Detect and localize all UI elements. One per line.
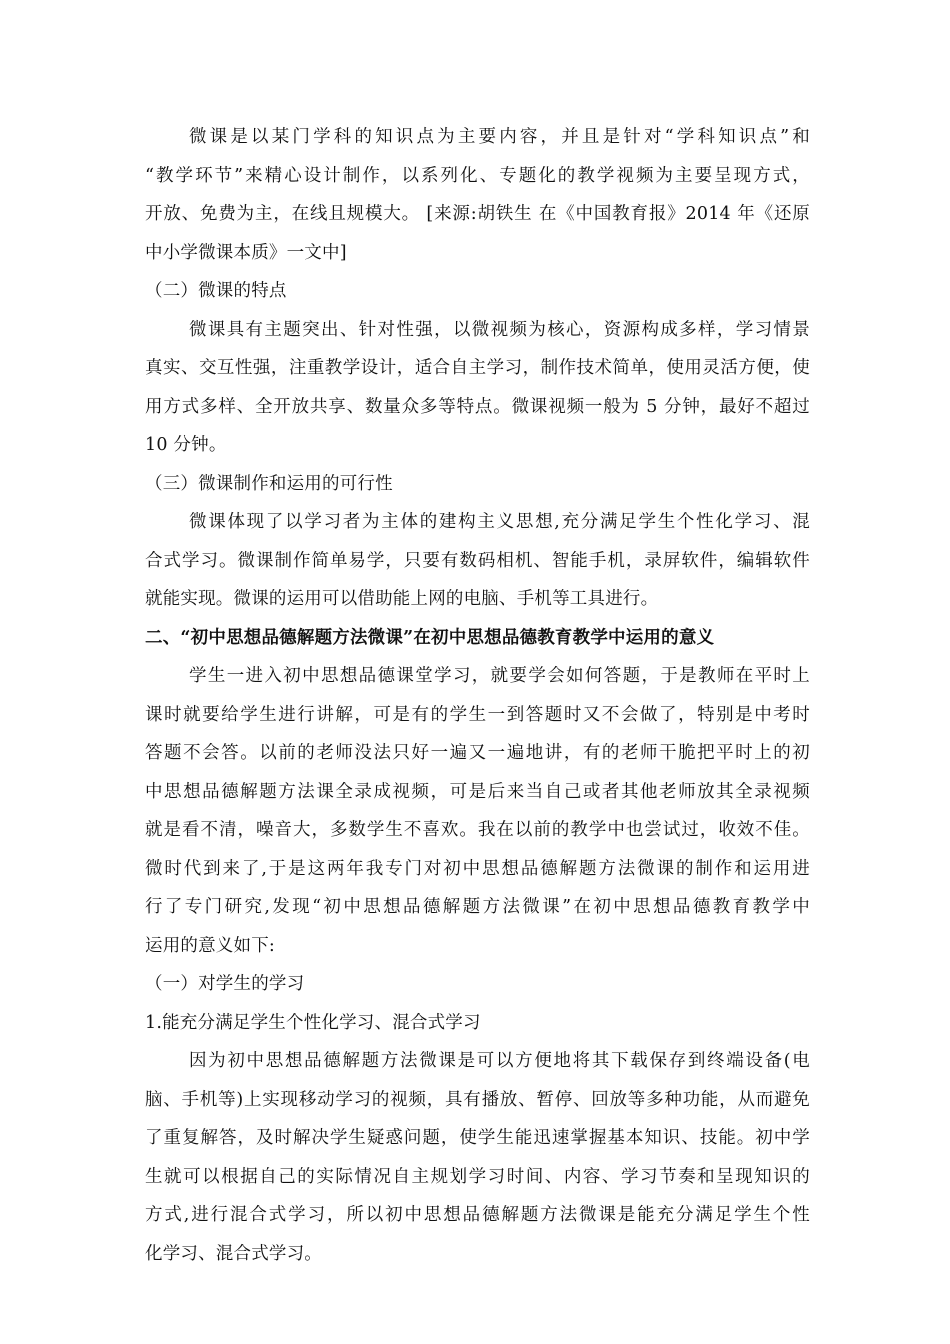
- item-heading: 1.能充分满足学生个性化学习、混合式学习: [145, 1012, 481, 1033]
- text-line: 就能实现。微课的运用可以借助能上网的电脑、手机等工具进行。: [145, 589, 659, 609]
- text-line: 就是看不清，噪音大，多数学生不喜欢。我在以前的教学中也尝试过，收效不佳。: [145, 820, 810, 840]
- text-line: 微课具有主题突出、针对性强，以微视频为核心，资源构成多样，学习情景: [189, 319, 810, 340]
- subheading-students: （一）对学生的学习: [145, 974, 305, 994]
- text-line: 因为初中思想品德解题方法微课是可以方便地将其下载保存到终端设备(电: [189, 1051, 810, 1071]
- text-line: 微课是以某门学科的知识点为主要内容，并且是针对“学科知识点”和: [189, 127, 810, 147]
- text-line: 答题不会答。以前的老师没法只好一遍又一遍地讲，有的老师干脆把平时上的初: [145, 743, 810, 763]
- text-line: 了重复解答，及时解决学生疑惑问题，使学生能迅速掌握基本知识、技能。初中学: [145, 1128, 810, 1148]
- text-line: 合式学习。微课制作简单易学，只要有数码相机、智能手机，录屏软件，编辑软件: [145, 550, 810, 571]
- text-line: 方式,进行混合式学习，所以初中思想品德解题方法微课是能充分满足学生个性: [145, 1205, 810, 1225]
- text-line: “教学环节”来精心设计制作，以系列化、专题化的教学视频为主要呈现方式，: [145, 165, 810, 186]
- text-line: 中小学微课本质》一文中]: [145, 242, 347, 263]
- text-line: 真实、交互性强，注重教学设计，适合自主学习，制作技术简单，使用灵活方便，使: [145, 358, 810, 378]
- text-line: 10 分钟。: [145, 435, 227, 455]
- text-line: 运用的意义如下:: [145, 935, 275, 956]
- text-line: 用方式多样、全开放共享、数量众多等特点。微课视频一般为 5 分钟，最好不超过: [145, 396, 810, 417]
- text-line: 微课体现了以学习者为主体的建构主义思想,充分满足学生个性化学习、混: [189, 512, 810, 532]
- paragraph-feasibility: [145, 503, 810, 619]
- text-line: 学生一进入初中思想品德课堂学习，就要学会如何答题，于是教师在平时上: [189, 666, 810, 686]
- subheading-features: （二）微课的特点: [145, 281, 287, 301]
- paragraph-personalized-learning: [145, 1042, 810, 1273]
- subheading-feasibility: （三）微课制作和运用的可行性: [145, 473, 393, 494]
- text-line: 课时就要给学生进行讲解，可是有的学生一到答题时又不会做了，特别是中考时: [145, 704, 810, 725]
- text-line: 微时代到来了,于是这两年我专门对初中思想品德解题方法微课的制作和运用进: [145, 858, 810, 879]
- text-line: 中思想品德解题方法课全录成视频，可是后来当自己或者其他老师放其全录视频: [145, 781, 810, 802]
- paragraph-definition: [145, 118, 810, 272]
- text-line: 生就可以根据自己的实际情况自主规划学习时间、内容、学习节奏和呈现知识的: [145, 1166, 810, 1187]
- text-line: 行了专门研究,发现“初中思想品德解题方法微课”在初中思想品德教育教学中: [145, 897, 810, 917]
- text-line: 化学习、混合式学习。: [145, 1243, 322, 1264]
- paragraph-significance: [145, 657, 810, 965]
- document-page: [145, 118, 810, 1273]
- paragraph-features: [145, 311, 810, 465]
- section-heading: 二、“初中思想品德解题方法微课”在初中思想品德教育教学中运用的意义: [145, 627, 715, 648]
- text-line: 脑、手机等)上实现移动学习的视频，具有播放、暂停、回放等多种功能，从而避免: [145, 1089, 810, 1110]
- text-line: 开放、免费为主，在线且规模大。 [来源:胡铁生 在《中国教育报》2014 年《还原: [145, 204, 810, 224]
